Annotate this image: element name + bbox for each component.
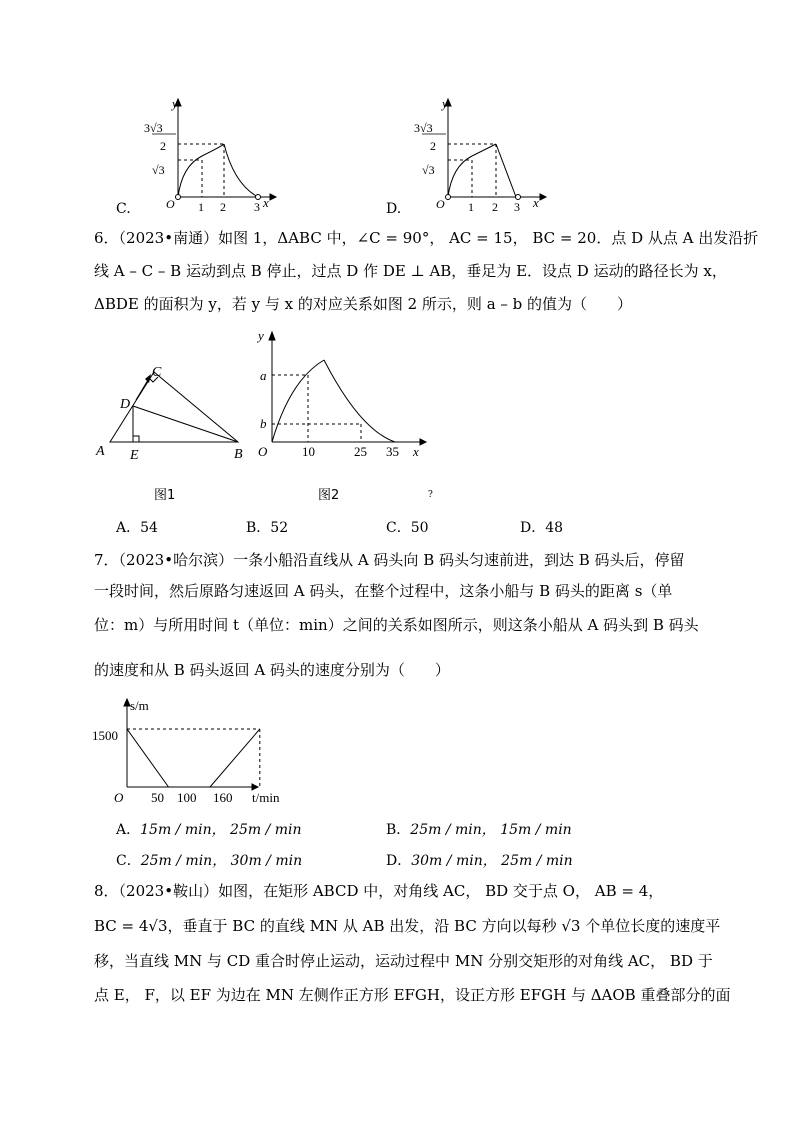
y-label-2: 2 <box>430 139 436 153</box>
origin-label: O <box>436 197 445 211</box>
fig1-caption: 图1 <box>154 488 176 503</box>
y-axis-label: y <box>172 96 178 111</box>
x-tick-100: 100 <box>177 790 197 805</box>
point-a-label: A <box>96 444 105 459</box>
q6-option-a: A．54 <box>116 520 158 536</box>
x-tick-50: 50 <box>151 790 164 805</box>
y-axis-label: s/m <box>130 698 149 713</box>
y-tick-1500: 1500 <box>92 728 118 743</box>
q7-option-b: B．25m / min， 15m / min <box>386 822 572 838</box>
q6-option-c: C．50 <box>386 520 429 536</box>
q7-option-c: C．25m / min， 30m / min <box>116 853 303 869</box>
q6-line-1: 6．（2023•南通）如图 1，ΔABC 中，∠C = 90°， AC = 15， BC = 20．点 D 从点 A 出发沿折 <box>94 229 759 247</box>
q8-line-2: BC = 4√3，垂直于 BC 的直线 MN 从 AB 出发，沿 BC 方向以每秒 √3 个单位长度的速度平 <box>94 917 721 935</box>
option-d-label: D. <box>386 201 402 217</box>
q7-line-3: 位：m）与所用时间 t（单位：min）之间的关系如图所示，则这条小船从 A 码头到 B 码头 <box>94 616 699 634</box>
q7-line-1: 7．（2023•哈尔滨）一条小船沿直线从 A 码头向 B 码头匀速前进，到达 B 码头后，停留 <box>94 551 685 569</box>
point-b-label: B <box>234 447 243 460</box>
y-label-3sqrt3: 3√3 <box>144 121 163 135</box>
point-c-label: C <box>152 365 162 380</box>
x-tick-1: 1 <box>468 200 474 214</box>
option-c-label: C. <box>116 201 131 217</box>
x-axis-label: x <box>413 444 419 459</box>
x-axis-label: x <box>533 195 539 210</box>
x-tick-2: 2 <box>220 200 226 214</box>
q6-line-3: ΔBDE 的面积为 y，若 y 与 x 的对应关系如图 2 所示，则 a – b 的值为（ ） <box>94 295 633 313</box>
option-c-graph <box>138 94 288 214</box>
q8-line-4: 点 E， F，以 EF 为边在 MN 左侧作正方形 EFGH，设正方形 EFGH 与 ΔAOB 重叠部分的面 <box>94 986 731 1004</box>
y-label-3sqrt3: 3√3 <box>414 121 433 135</box>
y-axis-label: y <box>442 96 448 111</box>
y-label-sqrt3: √3 <box>152 163 165 177</box>
fig2-caption: 图2 <box>318 488 340 503</box>
origin-label: O <box>258 444 268 459</box>
y-label-b: b <box>260 416 267 431</box>
stray-mark: ? <box>428 490 433 500</box>
q6-figure-1 <box>90 360 250 460</box>
q6-figure-2 <box>250 322 430 462</box>
x-tick-2: 2 <box>492 200 498 214</box>
q7-line-2: 一段时间，然后原路匀速返回 A 码头，在整个过程中，这条小船与 B 码头的距离 s（单 <box>94 582 673 600</box>
y-axis-label: y <box>258 328 264 343</box>
point-d-label: D <box>120 397 131 412</box>
y-label-sqrt3: √3 <box>422 163 435 177</box>
x-axis-label: t/min <box>252 790 280 805</box>
q6-option-d: D．48 <box>520 520 564 536</box>
option-d-graph <box>408 94 558 214</box>
point-e-label: E <box>130 448 139 460</box>
x-tick-35: 35 <box>386 444 399 459</box>
q8-line-3: 移，当直线 MN 与 CD 重合时停止运动，运动过程中 MN 分别交矩形的对角线 AC， BD 于 <box>94 952 713 970</box>
x-tick-160: 160 <box>213 790 233 805</box>
q8-line-1: 8．（2023•鞍山）如图，在矩形 ABCD 中，对角线 AC， BD 交于点 O， AB = 4， <box>94 882 664 900</box>
origin-label: O <box>114 790 124 805</box>
origin-label: O <box>166 197 175 211</box>
y-label-a: a <box>260 368 267 383</box>
x-tick-10: 10 <box>302 444 315 459</box>
q7-chart <box>90 692 300 810</box>
x-tick-3: 3 <box>514 200 520 214</box>
x-tick-1: 1 <box>198 200 204 214</box>
x-axis-label: x <box>263 195 269 210</box>
q7-line-4: 的速度和从 B 码头返回 A 码头的速度分别为（ ） <box>94 661 450 679</box>
x-tick-25: 25 <box>354 444 367 459</box>
y-label-2: 2 <box>160 139 166 153</box>
q6-option-b: B．52 <box>246 520 289 536</box>
q7-option-a: A．15m / min， 25m / min <box>116 822 302 838</box>
series-segment <box>127 729 169 787</box>
q7-option-d: D．30m / min， 25m / min <box>386 853 573 869</box>
q6-line-2: 线 A – C – B 运动到点 B 停止，过点 D 作 DE ⊥ AB，垂足为 E．设点 D 运动的路径长为 x， <box>94 262 727 280</box>
x-tick-3: 3 <box>254 200 260 214</box>
series-segment <box>210 729 260 787</box>
